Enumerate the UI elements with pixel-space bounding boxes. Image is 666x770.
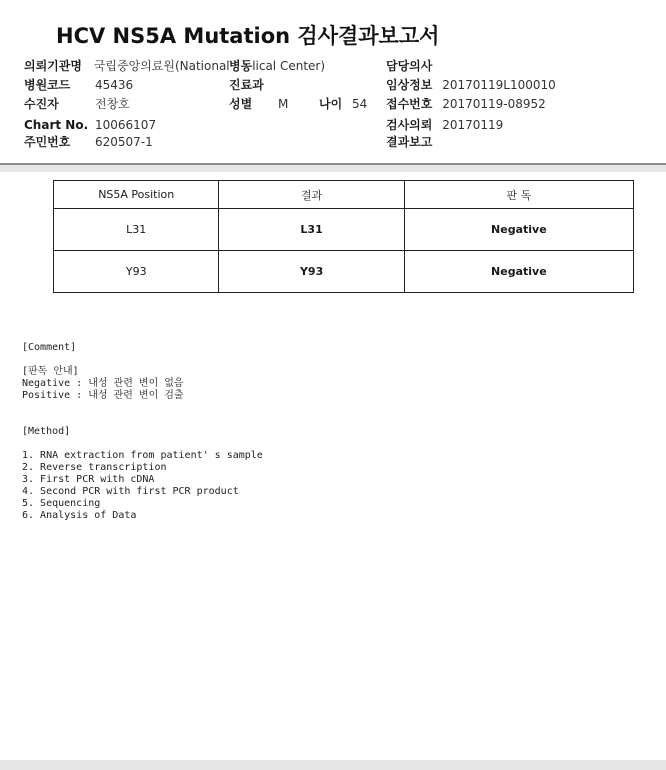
sex-label: 성별 bbox=[229, 97, 253, 111]
cell-result: Y93 bbox=[219, 251, 404, 293]
clinical-info-value: 20170119L100010 bbox=[442, 78, 556, 92]
receipt-no-label: 접수번호 bbox=[386, 97, 433, 111]
resident-no-label: 주민번호 bbox=[24, 135, 71, 149]
ward-field bbox=[229, 59, 325, 73]
doctor-label: 담당의사 bbox=[386, 59, 433, 73]
sex-field bbox=[229, 97, 252, 111]
request-date-value: 20170119 bbox=[442, 118, 504, 132]
report-label: 결과보고 bbox=[386, 135, 433, 149]
doctor-field bbox=[386, 59, 432, 73]
resident-no-value-wrap bbox=[95, 135, 153, 149]
chart-no-value-wrap bbox=[95, 118, 156, 132]
age-label: 나이 bbox=[319, 97, 343, 111]
request-date-field bbox=[386, 118, 503, 132]
age-value: 54 bbox=[352, 97, 368, 111]
method-step: 4. Second PCR with first PCR product bbox=[22, 486, 239, 497]
guide-positive: Positive : 내성 관련 변이 검출 bbox=[22, 390, 184, 401]
report-field bbox=[386, 135, 432, 149]
age-field bbox=[319, 97, 367, 111]
cell-interpretation: Negative bbox=[404, 209, 633, 251]
sex-value: M bbox=[278, 97, 289, 111]
resident-no-field bbox=[24, 135, 70, 149]
chart-no-field bbox=[24, 118, 88, 132]
sex-value-wrap bbox=[278, 97, 288, 111]
section-divider bbox=[0, 165, 666, 172]
hospital-code-label: 병원코드 bbox=[24, 78, 71, 92]
cell-result: L31 bbox=[219, 209, 404, 251]
patient-field bbox=[24, 97, 59, 111]
resident-no-value: 620507-1 bbox=[95, 135, 153, 149]
method-step: 1. RNA extraction from patient' s sample bbox=[22, 450, 263, 461]
institution-value: 국립중앙의료원(National bbox=[93, 59, 230, 73]
method-step: 6. Analysis of Data bbox=[22, 510, 137, 521]
receipt-no-value: 20170119-08952 bbox=[442, 97, 546, 111]
method-heading: [Method] bbox=[22, 426, 71, 437]
report-header bbox=[0, 0, 666, 165]
chart-no-value: 10066107 bbox=[95, 118, 157, 132]
guide-heading: [판독 안내] bbox=[22, 366, 79, 377]
hospital-code-field bbox=[24, 78, 70, 92]
method-step: 2. Reverse transcription bbox=[22, 462, 167, 473]
institution-field bbox=[24, 59, 230, 73]
department-field bbox=[229, 78, 264, 92]
comment-heading: [Comment] bbox=[22, 342, 77, 353]
header-result: 결과 bbox=[219, 181, 404, 209]
ward-value: lical Center) bbox=[252, 59, 326, 73]
table-row bbox=[54, 251, 634, 293]
report-title: HCV NS5A Mutation 검사결과보고서 bbox=[56, 24, 440, 48]
guide-negative: Negative : 내성 관련 변이 없음 bbox=[22, 378, 184, 389]
table-header-row bbox=[54, 181, 634, 209]
patient-label: 수진자 bbox=[24, 97, 59, 111]
hospital-code-value: 45436 bbox=[95, 78, 134, 92]
results-table bbox=[53, 180, 634, 293]
clinical-info-field bbox=[386, 78, 556, 92]
header-position: NS5A Position bbox=[54, 181, 219, 209]
ward-label: 병동 bbox=[229, 59, 253, 73]
method-step: 3. First PCR with cDNA bbox=[22, 474, 155, 485]
patient-value-wrap bbox=[95, 97, 130, 111]
request-date-label: 검사의뢰 bbox=[386, 118, 433, 132]
clinical-info-label: 임상정보 bbox=[386, 78, 433, 92]
patient-value: 전창호 bbox=[95, 97, 130, 111]
institution-label: 의뢰기관명 bbox=[24, 59, 82, 73]
chart-no-label: Chart No. bbox=[24, 118, 89, 132]
table-row bbox=[54, 209, 634, 251]
department-label: 진료과 bbox=[229, 78, 264, 92]
hospital-code-value-wrap bbox=[95, 78, 133, 92]
method-step: 5. Sequencing bbox=[22, 498, 101, 509]
cell-position: L31 bbox=[54, 209, 219, 251]
header-interpretation: 판 독 bbox=[404, 181, 633, 209]
cell-interpretation: Negative bbox=[404, 251, 633, 293]
page-bottom-edge bbox=[0, 760, 666, 770]
receipt-no-field bbox=[386, 97, 546, 111]
cell-position: Y93 bbox=[54, 251, 219, 293]
